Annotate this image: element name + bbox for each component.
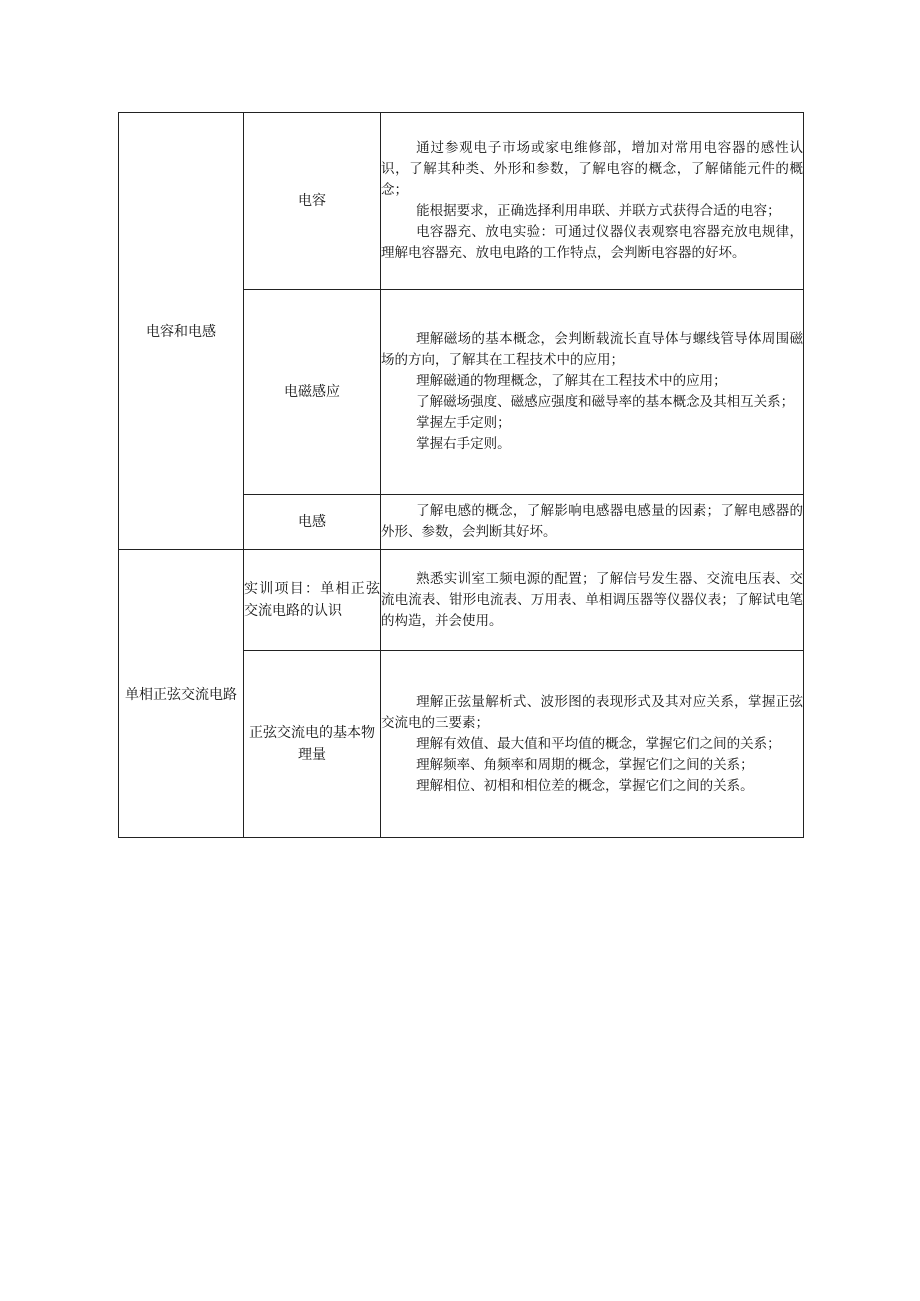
requirement-item: 理解磁场的基本概念，会判断载流长直导体与螺线管导体周围磁场的方向，了解其在工程技术中的应用；: [381, 331, 803, 368]
syllabus-table: [118, 112, 804, 838]
topic-title: 电磁感应: [284, 384, 340, 400]
requirement-item: 理解相位、初相和相位差的概念，掌握它们之间的关系。: [416, 777, 754, 794]
unit-title: 电容和电感: [146, 324, 216, 340]
requirement-item: 了解电感的概念，了解影响电感器电感量的因素；了解电感器的外形、参数，会判断其好坏。: [381, 503, 803, 540]
unit-title: 单相正弦交流电路: [125, 686, 237, 703]
requirement-item: 能根据要求，正确选择利用串联、并联方式获得合适的电容；: [416, 203, 781, 219]
topic-title: 电容: [298, 193, 326, 209]
requirement-item: 理解有效值、最大值和平均值的概念，掌握它们之间的关系；: [416, 735, 781, 752]
table-row: [119, 550, 804, 651]
requirement-item: 电容器充、放电实验：可通过仪器仪表观察电容器充放电规律，理解电容器充、放电电路的工作特点，会判断电容器的好坏。: [381, 224, 803, 261]
unit-cell: [119, 113, 244, 550]
topic-title: 正弦交流电的基本物理量: [249, 725, 375, 763]
requirements-cell: [381, 495, 804, 550]
topic-title: 实训项目：单相正弦交流电路的认识: [244, 581, 380, 619]
table-row: [119, 113, 804, 290]
topic-cell: [244, 113, 381, 290]
requirement-item: 掌握右手定则。: [416, 436, 511, 452]
topic-cell: [244, 290, 381, 495]
requirement-item: 理解正弦量解析式、波形图的表现形式及其对应关系，掌握正弦交流电的三要素；: [381, 693, 803, 731]
requirements-cell: [381, 651, 804, 838]
requirement-item: 熟悉实训室工频电源的配置；了解信号发生器、交流电压表、交流电流表、钳形电流表、万用表、单相调压器等仪器仪表；了解试电笔的构造，并会使用。: [381, 570, 803, 629]
topic-title: 电感: [298, 514, 326, 530]
requirement-item: 了解磁场强度、磁感应强度和磁导率的基本概念及其相互关系；: [416, 394, 795, 410]
topic-cell: [244, 550, 381, 651]
topic-cell: [244, 651, 381, 838]
requirements-cell: [381, 290, 804, 495]
requirements-cell: [381, 113, 804, 290]
requirement-item: 掌握左手定则；: [416, 415, 511, 431]
requirement-item: 理解频率、角频率和周期的概念，掌握它们之间的关系；: [416, 756, 754, 773]
topic-cell: [244, 495, 381, 550]
unit-cell: [119, 550, 244, 838]
requirement-item: 通过参观电子市场或家电维修部，增加对常用电容器的感性认识，了解其种类、外形和参数，了解电容的概念，了解储能元件的概念；: [381, 140, 803, 198]
requirement-item: 理解磁通的物理概念，了解其在工程技术中的应用；: [416, 373, 727, 389]
requirements-cell: [381, 550, 804, 651]
